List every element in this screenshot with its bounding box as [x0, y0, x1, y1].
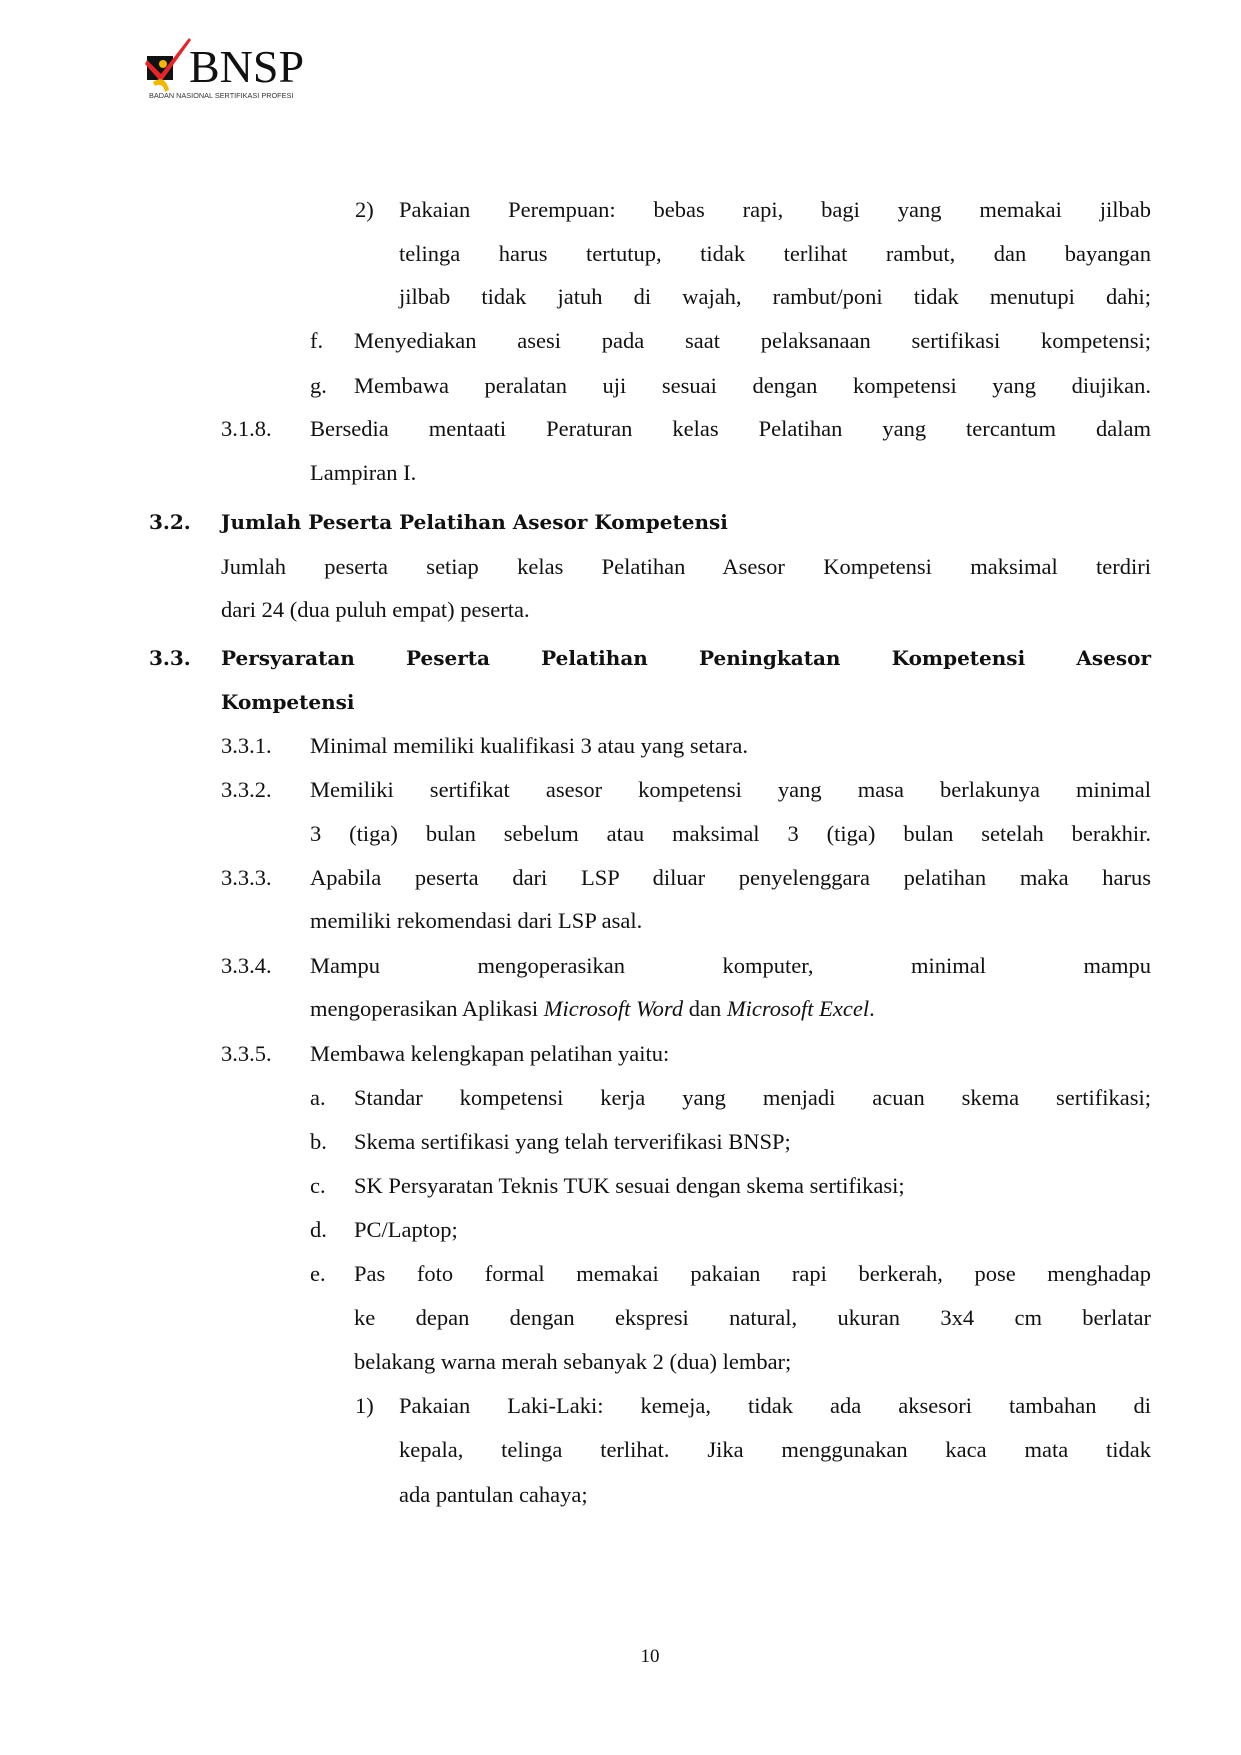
list-letter: f.	[310, 328, 324, 353]
section-number: 3.3.	[149, 646, 191, 670]
text-line	[310, 995, 875, 1023]
text: mengoperasikan Aplikasi	[310, 996, 544, 1021]
text-line: Menyediakan asesi pada saat pelaksanaan sertifikasi kompetensi;	[354, 328, 1151, 353]
text-line: Pas foto formal memakai pakaian rapi berkerah, pose menghadap	[354, 1261, 1151, 1286]
text-line: memiliki rekomendasi dari LSP asal.	[310, 908, 643, 933]
text-line: Bersedia mentaati Peraturan kelas Pelatihan yang tercantum dalam	[310, 416, 1151, 441]
software-name: Microsoft Excel	[726, 996, 870, 1021]
section-heading: Kompetensi	[221, 690, 355, 714]
text-line: Apabila peserta dari LSP diluar penyelenggara pelatihan maka harus	[310, 865, 1151, 890]
section-number: 3.3.3.	[221, 865, 272, 890]
text-line: Pakaian Perempuan: bebas rapi, bagi yang memakai jilbab	[399, 197, 1151, 222]
text-line: Lampiran I.	[310, 460, 417, 485]
list-letter: a.	[310, 1085, 326, 1110]
text: .	[869, 996, 875, 1021]
text-line: Skema sertifikasi yang telah terverifikasi BNSP;	[354, 1129, 791, 1154]
bnsp-emblem-icon	[145, 34, 345, 104]
text-line: jilbab tidak jatuh di wajah, rambut/poni tidak menutupi dahi;	[399, 284, 1151, 309]
text-line: ke depan dengan ekspresi natural, ukuran 3x4 cm berlatar	[354, 1305, 1151, 1330]
text-line: telinga harus tertutup, tidak terlihat rambut, dan bayangan	[399, 241, 1151, 266]
text-line: Standar kompetensi kerja yang menjadi acuan skema sertifikasi;	[354, 1085, 1151, 1110]
section-number: 3.3.4.	[221, 953, 272, 978]
list-letter: b.	[310, 1129, 327, 1154]
list-number: 1)	[355, 1393, 374, 1418]
list-number: 2)	[355, 197, 374, 222]
page-number: 10	[640, 1646, 660, 1667]
text: dan	[683, 996, 727, 1021]
list-letter: d.	[310, 1217, 327, 1242]
text-line: Pakaian Laki-Laki: kemeja, tidak ada aksesori tambahan di	[399, 1393, 1151, 1418]
svg-text:BNSP: BNSP	[189, 41, 305, 92]
text-line: dari 24 (dua puluh empat) peserta.	[221, 597, 530, 622]
section-number: 3.3.1.	[221, 733, 272, 758]
section-number: 3.2.	[149, 510, 191, 534]
software-name: Microsoft Word	[543, 996, 684, 1021]
list-letter: e.	[310, 1261, 326, 1286]
text-line: Minimal memiliki kualifikasi 3 atau yang setara.	[310, 733, 749, 758]
bnsp-logo	[145, 34, 345, 104]
section-number: 3.3.2.	[221, 777, 272, 802]
section-number: 3.3.5.	[221, 1041, 272, 1066]
text-line: SK Persyaratan Teknis TUK sesuai dengan skema sertifikasi;	[354, 1173, 905, 1198]
text-line: 3 (tiga) bulan sebelum atau maksimal 3 (tiga) bulan setelah berakhir.	[310, 821, 1151, 846]
text-line: Membawa peralatan uji sesuai dengan kompetensi yang diujikan.	[354, 373, 1151, 398]
text-line: PC/Laptop;	[354, 1217, 458, 1242]
text-line: Mampu mengoperasikan komputer, minimal mampu	[310, 953, 1151, 978]
text-line: Membawa kelengkapan pelatihan yaitu:	[310, 1041, 670, 1066]
section-number: 3.1.8.	[221, 416, 272, 441]
list-letter: c.	[310, 1173, 326, 1198]
svg-text:BADAN NASIONAL SERTIFIKASI PRO: BADAN NASIONAL SERTIFIKASI PROFESI	[149, 91, 294, 100]
text-line: Jumlah peserta setiap kelas Pelatihan Asesor Kompetensi maksimal terdiri	[221, 554, 1151, 579]
section-heading: Persyaratan Peserta Pelatihan Peningkatan Kompetensi Asesor	[221, 646, 1151, 670]
text-line: ada pantulan cahaya;	[399, 1482, 588, 1507]
text-line: Memiliki sertifikat asesor kompetensi yang masa berlakunya minimal	[310, 777, 1151, 802]
text-line: kepala, telinga terlihat. Jika menggunakan kaca mata tidak	[399, 1437, 1151, 1462]
text-line: belakang warna merah sebanyak 2 (dua) lembar;	[354, 1349, 792, 1374]
section-heading: Jumlah Peserta Pelatihan Asesor Kompetensi	[221, 510, 728, 534]
list-letter: g.	[310, 373, 327, 398]
